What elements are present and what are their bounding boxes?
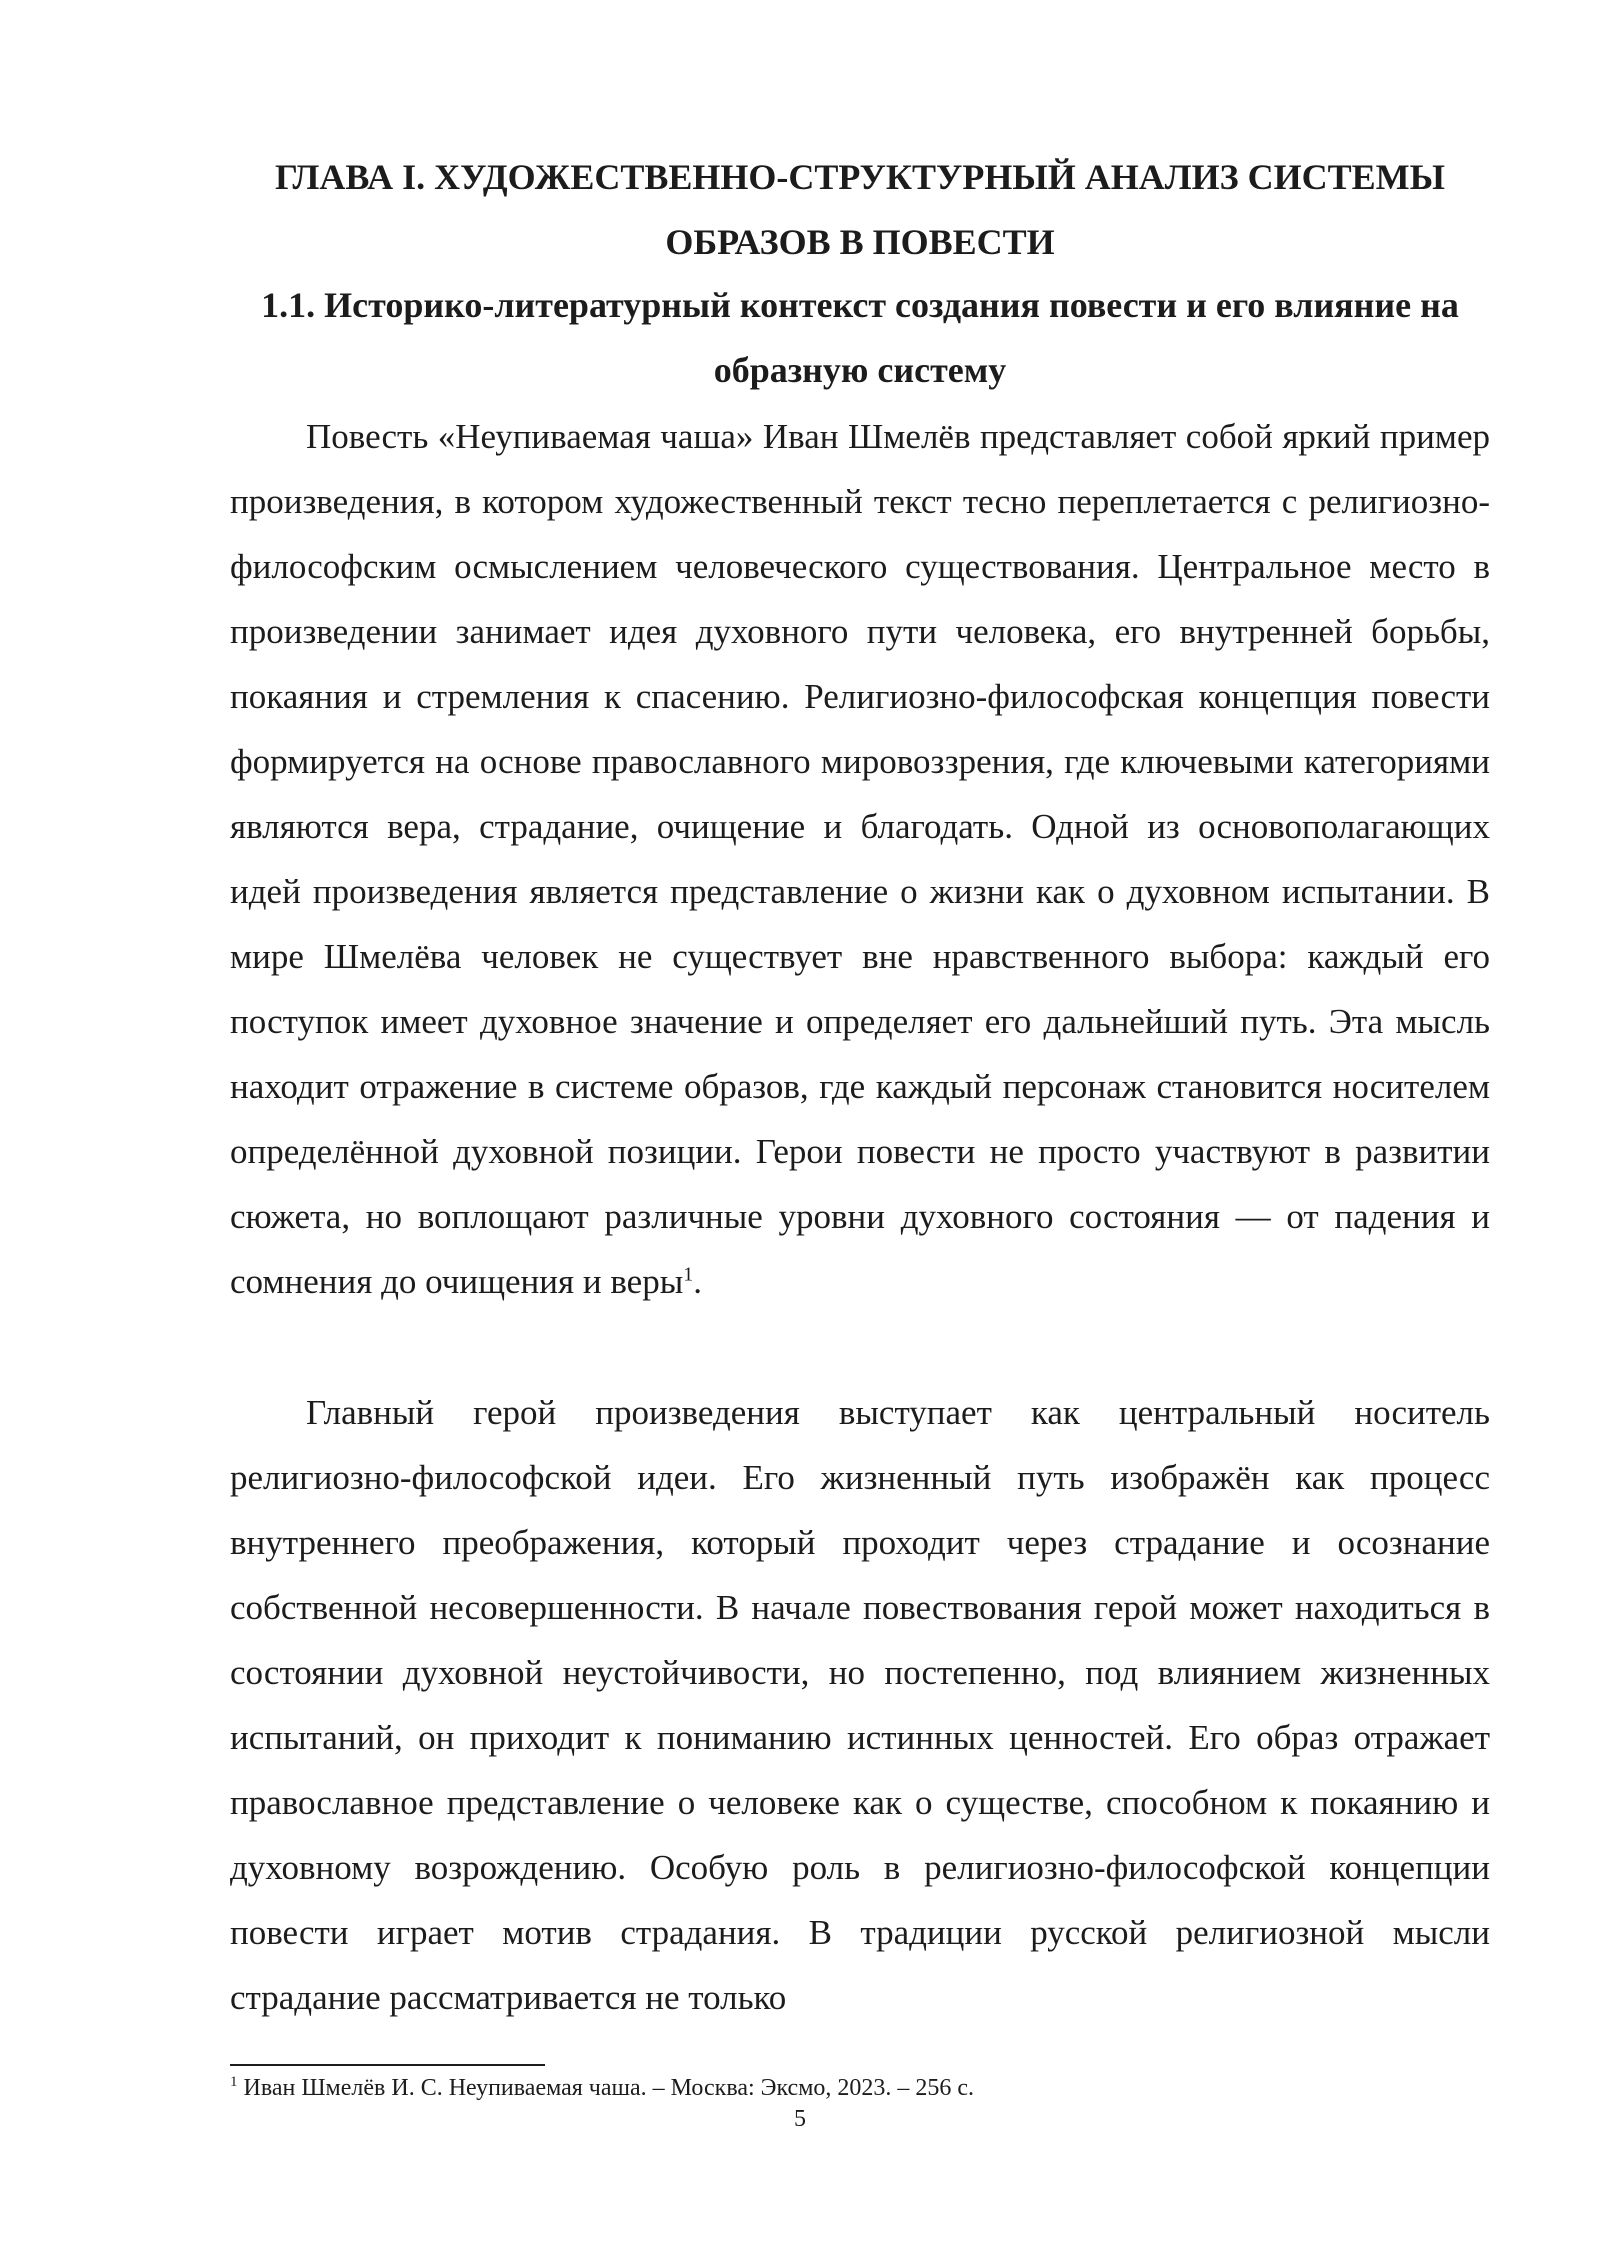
paragraph-text: Главный герой произведения выступает как центральный носитель религиозно-философской идеи. Его жизненный путь изображён как процесс внутреннего преображения, который проходит через страдание и осознание собственной несовершенности. В начале повествования герой может находиться в состоянии духовной неустойчивости, но постепенно, под влиянием жизненных испытаний, он приходит к пониманию истинных ценностей. Его образ отражает православное представление о человеке как о существе, способном к покаянию и духовному возрождению. Особую роль в религиозно-философской концепции повести играет мотив страдания. В традиции русской религиозной мысли страдание рассматривается не только <box>230 1393 1490 2017</box>
section-title: 1.1. Историко-литературный контекст создания повести и его влияние на образную систему <box>261 285 1459 390</box>
footnote-marker: 1 <box>230 2074 238 2090</box>
footnote-separator <box>230 2064 545 2066</box>
body-paragraph <box>230 404 1490 1314</box>
page-number: 5 <box>794 2106 806 2132</box>
chapter-title: ГЛАВА I. ХУДОЖЕСТВЕННО-СТРУКТУРНЫЙ АНАЛИЗ СИСТЕМЫ ОБРАЗОВ В ПОВЕСТИ <box>275 157 1445 262</box>
body-paragraph-1-block <box>230 404 1490 1314</box>
footnote <box>230 2073 974 2103</box>
footnote-text: Иван Шмелёв И. С. Неупиваемая чаша. – Москва: Эксмо, 2023. – 256 с. <box>243 2075 975 2101</box>
body-paragraph <box>230 1380 1490 2030</box>
paragraph-tail: . <box>693 1262 702 1301</box>
body-paragraph-2-block <box>230 1380 1490 2030</box>
footnote-reference[interactable]: 1 <box>683 1263 694 1286</box>
paragraph-text: Повесть «Неупиваемая чаша» Иван Шмелёв представляет собой яркий пример произведения, в котором художественный текст тесно переплетается с религиозно-философским осмыслением человеческого существования. Центральное место в произведении занимает идея духовного пути человека, его внутренней борьбы, покаяния и стремления к спасению. Религиозно-философская концепция повести формируется на основе православного мировоззрения, где ключевыми категориями являются вера, страдание, очищение и благодать. Одной из основополагающих идей произведения является представление о жизни как о духовном испытании. В мире Шмелёва человек не существует вне нравственного выбора: каждый его поступок имеет духовное значение и определяет его дальнейший путь. Эта мысль находит отражение в системе образов, где каждый персонаж становится носителем определённой духовной позиции. Герои повести не просто участвуют в развитии сюжета, но воплощают различные уровни духовного состояния — от падения и сомнения до очищения и веры <box>230 417 1490 1301</box>
